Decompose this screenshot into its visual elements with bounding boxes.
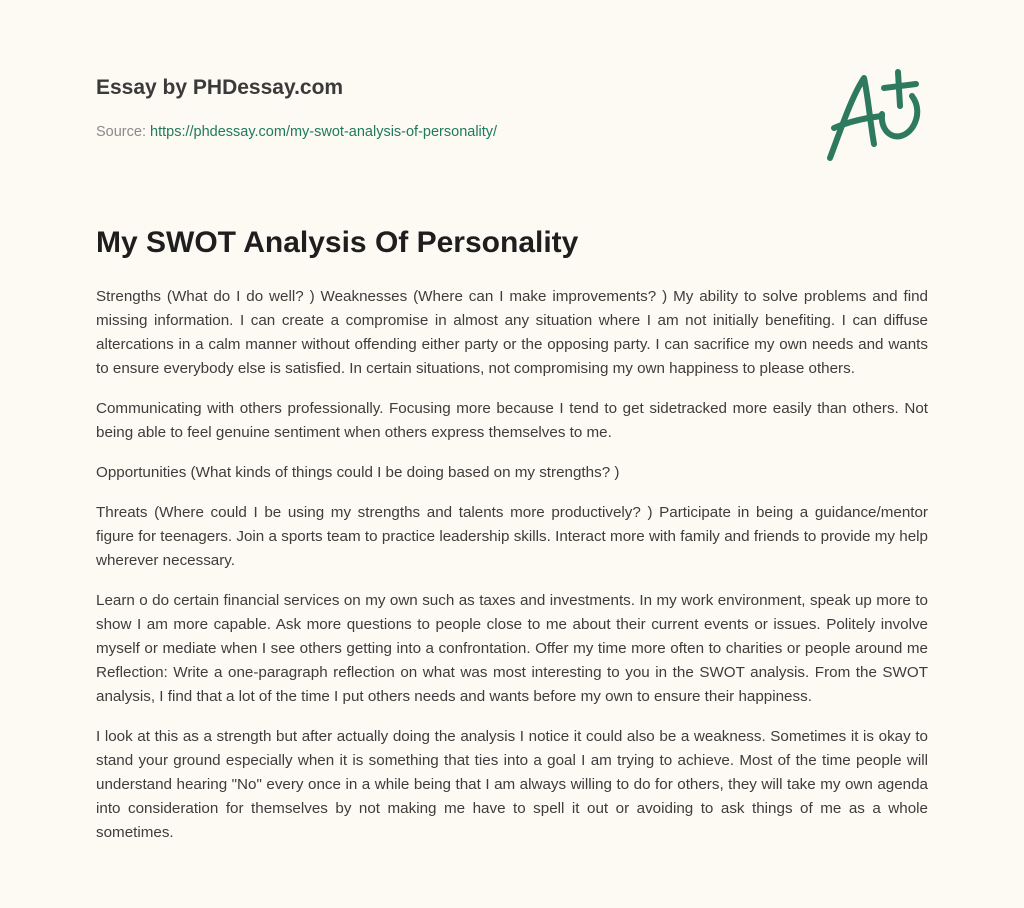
paragraph: Opportunities (What kinds of things could I be doing based on my strengths? ) [96, 464, 620, 481]
source-label: Source: [96, 124, 146, 140]
paragraph: Strengths (What do I do well? ) Weaknesses (Where can I make improvements? ) My ability to solve problems and find missing information. I can create a compromise in almost any situation where I am not initially benefiting. I can diffuse altercations in a calm manner without offending either party or the opposing party. I can sacrifice my own needs and wants to ensure everybody else is satisfied. In certain situations, not compromising my own happiness to please others. [96, 288, 928, 377]
page-title: My SWOT Analysis Of Personality [96, 226, 579, 259]
essay-body [96, 285, 928, 861]
source-link[interactable]: https://phdessay.com/my-swot-analysis-of-personality/ [150, 124, 498, 140]
brand-heading: Essay by PHDessay.com [96, 76, 344, 99]
paragraph: I look at this as a strength but after actually doing the analysis I notice it could also be a weakness. Sometimes it is okay to stand your ground especially when it is something that ties into a goal I am trying to achieve. Most of the time people will understand hearing "No" every once in a while being that I am always willing to do for others, they will take my own agenda into consideration for themselves by not making me have to spell it out or avoiding to ask things of me as a whole sometimes. [96, 728, 928, 841]
paragraph: Learn o do certain financial services on my own such as taxes and investments. In my work environment, speak up more to show I am more capable. Ask more questions to people close to me about their current events or issues. Politely involve myself or mediate when I see others getting into a confrontation. Offer my time more often to charities or people around me Reflection: Write a one-paragraph reflection on what was most interesting to you in the SWOT analysis. From the SWOT analysis, I find that a lot of the time I put others needs and wants before my own to ensure their happiness. [96, 592, 928, 705]
a-plus-logo-icon [820, 66, 930, 166]
paragraph: Threats (Where could I be using my strengths and talents more productively? ) Participate in being a guidance/mentor figure for teenagers. Join a sports team to practice leadership skills. Interact more with family and friends to provide my help wherever necessary. [96, 504, 928, 569]
paragraph: Communicating with others professionally. Focusing more because I tend to get sidetracked more easily than others. Not being able to feel genuine sentiment when others express themselves to me. [96, 400, 928, 441]
source-line [96, 124, 497, 140]
